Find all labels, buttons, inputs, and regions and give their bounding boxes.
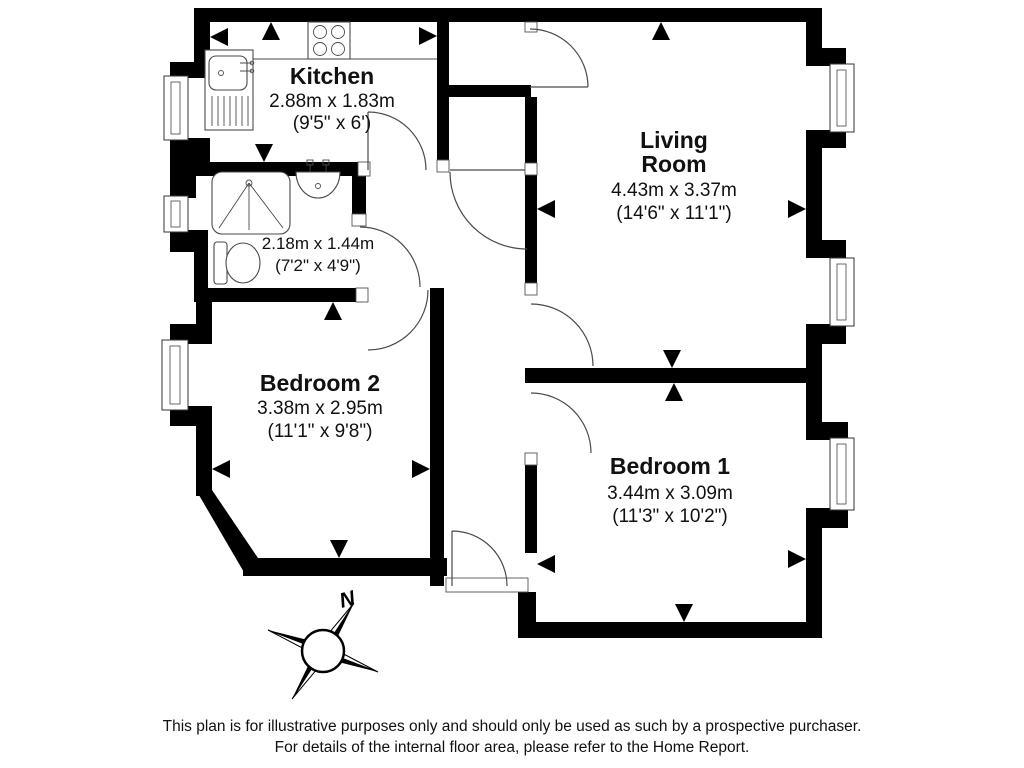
kitchen-dim-metric: 2.88m x 1.83m bbox=[269, 91, 395, 112]
compass-rose-icon bbox=[268, 586, 378, 699]
windows bbox=[162, 64, 854, 510]
door-swings bbox=[360, 29, 593, 586]
kitchen-label bbox=[269, 63, 395, 134]
bedroom2-door-swing bbox=[368, 290, 428, 350]
disclaimer-line1: This plan is for illustrative purposes only and should only be used as such by a prospective purchaser. bbox=[162, 718, 862, 735]
kitchen-window bbox=[164, 76, 188, 140]
kitchen-sink-icon bbox=[205, 50, 254, 130]
bedroom1-door-swing bbox=[531, 393, 591, 453]
living-room-dim-metric: 4.43m x 3.37m bbox=[611, 180, 737, 201]
jamb bbox=[352, 214, 366, 226]
bedroom2-dim-imperial: (11'1" x 9'8") bbox=[267, 421, 373, 442]
living-room-name-line2: Room bbox=[641, 151, 707, 177]
bedroom1-label bbox=[607, 453, 733, 527]
living-room-window-upper bbox=[830, 64, 854, 132]
shower-tray-icon bbox=[212, 172, 290, 234]
disclaimer bbox=[163, 718, 862, 756]
shower-room-window bbox=[164, 196, 188, 232]
shower-room-label bbox=[262, 234, 374, 275]
living-room-dim-imperial: (14'6" x 11'1") bbox=[616, 203, 732, 224]
living-room-window-lower bbox=[830, 258, 854, 326]
shower-room-dim-metric: 2.18m x 1.44m bbox=[261, 234, 375, 253]
living-room-door-upper-swing bbox=[530, 29, 588, 87]
bedroom1-name: Bedroom 1 bbox=[609, 453, 731, 479]
bedroom2-name: Bedroom 2 bbox=[259, 370, 381, 396]
compass-north-label: N bbox=[337, 586, 358, 613]
living-room-door-lower-swing bbox=[531, 304, 593, 366]
dimension-arrow bbox=[210, 22, 806, 622]
bedroom1-window bbox=[830, 438, 854, 510]
living-room-label bbox=[611, 127, 737, 224]
shower-room-dim-imperial: (7'2" x 4'9") bbox=[275, 256, 361, 275]
jamb bbox=[525, 453, 537, 465]
jamb bbox=[356, 288, 368, 302]
entrance-threshold bbox=[446, 578, 528, 592]
jamb bbox=[437, 160, 449, 172]
disclaimer-line2: For details of the internal floor area, please refer to the Home Report. bbox=[274, 739, 750, 756]
toilet-icon bbox=[214, 242, 260, 284]
hall-door-swing bbox=[450, 170, 527, 249]
living-room-name-line1: Living bbox=[640, 127, 708, 153]
jamb bbox=[525, 22, 537, 32]
bedroom2-window bbox=[162, 340, 188, 410]
bedroom1-dim-imperial: (11'3" x 10'2") bbox=[612, 506, 728, 527]
jamb bbox=[525, 163, 537, 175]
dimension-arrows bbox=[210, 22, 806, 622]
jamb bbox=[525, 283, 537, 295]
bedroom1-dim-metric: 3.44m x 3.09m bbox=[607, 483, 733, 504]
bedroom2-dim-metric: 3.38m x 2.95m bbox=[257, 398, 383, 419]
kitchen-door-swing bbox=[368, 112, 426, 170]
bedroom2-label bbox=[257, 370, 383, 442]
hob-icon bbox=[308, 22, 350, 59]
kitchen-name: Kitchen bbox=[289, 63, 375, 89]
kitchen-dim-imperial: (9'5" x 6') bbox=[292, 113, 372, 134]
